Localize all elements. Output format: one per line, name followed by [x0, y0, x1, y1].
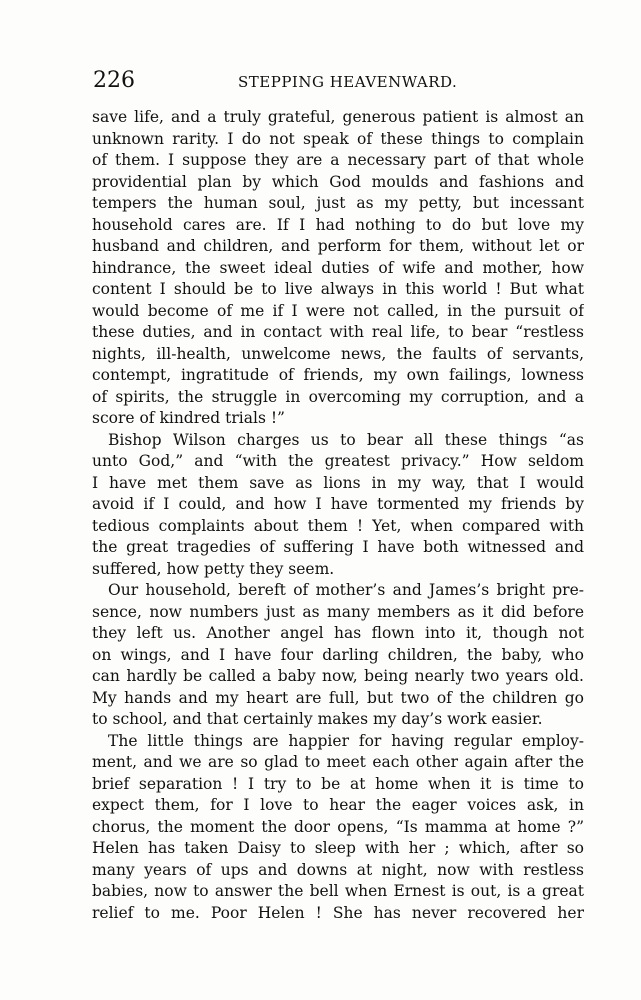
text-line: can hardly be called a baby now, being nearly two years old.	[92, 667, 584, 685]
text-line: these duties, and in contact with real life, to bear “restless	[92, 323, 584, 341]
page-number: 226	[93, 68, 135, 93]
text-line: unknown rarity. I do not speak of these things to complain	[92, 129, 584, 148]
text-line: The little things are happier for having regular employ-	[108, 731, 584, 750]
body-text	[92, 107, 584, 924]
text-line: Helen has taken Daisy to sleep with her ; which, after so	[92, 839, 584, 857]
paragraph	[92, 107, 584, 430]
text-line: tedious complaints about them ! Yet, when compared with	[92, 516, 584, 535]
text-line: of them. I suppose they are a necessary part of that whole	[92, 151, 584, 169]
text-line: ment, and we are so glad to meet each other again after the	[92, 753, 584, 771]
text-line: nights, ill-health, unwelcome news, the faults of servants,	[92, 344, 584, 363]
text-line: on wings, and I have four darling children, the baby, who	[92, 645, 584, 664]
text-line: babies, now to answer the bell when Ernest is out, is a great	[92, 882, 584, 900]
text-line: brief separation ! I try to be at home when it is time to	[92, 774, 584, 793]
text-line: they left us. Another angel has flown into it, though not	[92, 624, 584, 642]
text-line: score of kindred trials !”	[92, 409, 285, 427]
text-line: expect them, for I love to hear the eager voices ask, in	[92, 796, 584, 814]
text-line: unto God,” and “with the greatest privacy.” How seldom	[92, 452, 584, 470]
text-line: husband and children, and perform for them, without let or	[92, 237, 584, 255]
text-line: My hands and my heart are full, but two of the children go	[92, 688, 584, 707]
running-title: STEPPING HEAVENWARD.	[238, 73, 458, 91]
text-line: household cares are. If I had nothing to do but love my	[92, 215, 584, 234]
text-line: I have met them save as lions in my way, that I would	[92, 473, 584, 492]
text-line: content I should be to live always in this world ! But what	[92, 280, 584, 298]
text-line: contempt, ingratitude of friends, my own failings, lowness	[92, 366, 584, 384]
text-line: avoid if I could, and how I have tormented my friends by	[92, 495, 584, 513]
text-line: suffered, how petty they seem.	[92, 559, 335, 578]
paragraph	[92, 430, 584, 581]
text-line: would become of me if I were not called, in the pursuit of	[92, 301, 584, 320]
paragraph	[92, 580, 584, 731]
text-line: tempers the human soul, just as my petty, but incessant	[92, 194, 584, 212]
text-line: save life, and a truly grateful, generous patient is almost an	[92, 108, 584, 126]
page-header	[93, 66, 583, 96]
text-line: Our household, bereft of mother’s and James’s bright pre-	[108, 581, 584, 599]
text-line: many years of ups and downs at night, now with restless	[92, 860, 584, 879]
text-line: of spirits, the struggle in overcoming my corruption, and a	[92, 387, 584, 406]
text-line: Bishop Wilson charges us to bear all these things “as	[108, 430, 584, 449]
text-line: hindrance, the sweet ideal duties of wife and mother, how	[92, 258, 584, 277]
text-line: to school, and that certainly makes my day’s work easier.	[92, 710, 543, 728]
text-line: sence, now numbers just as many members as it did before	[92, 602, 584, 621]
text-line: relief to me. Poor Helen ! She has never recovered her	[92, 903, 584, 922]
paragraph	[92, 731, 584, 925]
text-line: providential plan by which God moulds and fashions and	[92, 172, 584, 191]
text-line: chorus, the moment the door opens, “Is mamma at home ?”	[92, 817, 584, 836]
text-line: the great tragedies of suffering I have both witnessed and	[92, 538, 584, 556]
